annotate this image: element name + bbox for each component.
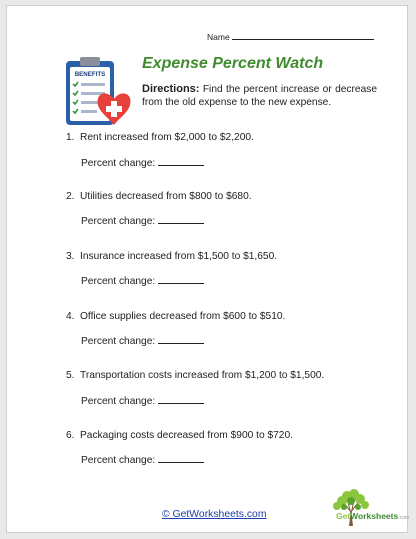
directions-text: Find the percent increase or decrease from the old expense to the new expense. [142,84,377,108]
answer-blank[interactable] [158,275,204,284]
name-field [207,31,374,42]
answer-6 [81,454,204,466]
question-text: Packaging costs decreased from $900 to $720. [80,430,293,441]
answer-blank[interactable] [158,454,204,463]
percent-change-label: Percent change: [81,396,156,407]
worksheet-page [6,5,408,533]
question-4: 4. Office supplies decreased from $600 to $510. [66,311,286,322]
name-blank-line[interactable] [232,31,374,40]
answer-3 [81,275,204,287]
question-2: 2. Utilities decreased from $800 to $680. [66,191,252,202]
question-3: 3. Insurance increased from $1,500 to $1,650. [66,251,278,262]
question-text: Rent increased from $2,000 to $2,200. [80,132,254,143]
answer-1 [81,157,204,169]
benefits-clipboard-icon [62,55,136,133]
answer-blank[interactable] [158,157,204,166]
answer-blank[interactable] [158,215,204,224]
brand-wordmark: GetWorksheets.com [336,511,410,521]
directions-block [142,83,377,109]
percent-change-label: Percent change: [81,216,156,227]
answer-5 [81,395,204,407]
question-text: Office supplies decreased from $600 to $510. [80,311,286,322]
question-text: Insurance increased from $1,500 to $1,650. [80,251,278,262]
answer-blank[interactable] [158,395,204,404]
question-5: 5. Transportation costs increased from $1,200 to $1,500. [66,370,325,381]
name-label: Name [207,32,230,42]
answer-4 [81,335,204,347]
getworksheets-link[interactable]: © GetWorksheets.com [162,509,267,520]
question-text: Transportation costs increased from $1,200 to $1,500. [80,370,325,381]
clipboard-label: BENEFITS [74,71,106,78]
percent-change-label: Percent change: [81,158,156,169]
answer-blank[interactable] [158,335,204,344]
question-1: 1. Rent increased from $2,000 to $2,200. [66,132,254,143]
answer-2 [81,215,204,227]
percent-change-label: Percent change: [81,455,156,466]
question-text: Utilities decreased from $800 to $680. [80,191,252,202]
percent-change-label: Percent change: [81,336,156,347]
directions-label: Directions: [142,83,200,95]
question-6: 6. Packaging costs decreased from $900 to $720. [66,430,293,441]
getworksheets-tree-logo-icon [317,488,387,530]
worksheet-title: Expense Percent Watch [142,55,324,72]
percent-change-label: Percent change: [81,276,156,287]
